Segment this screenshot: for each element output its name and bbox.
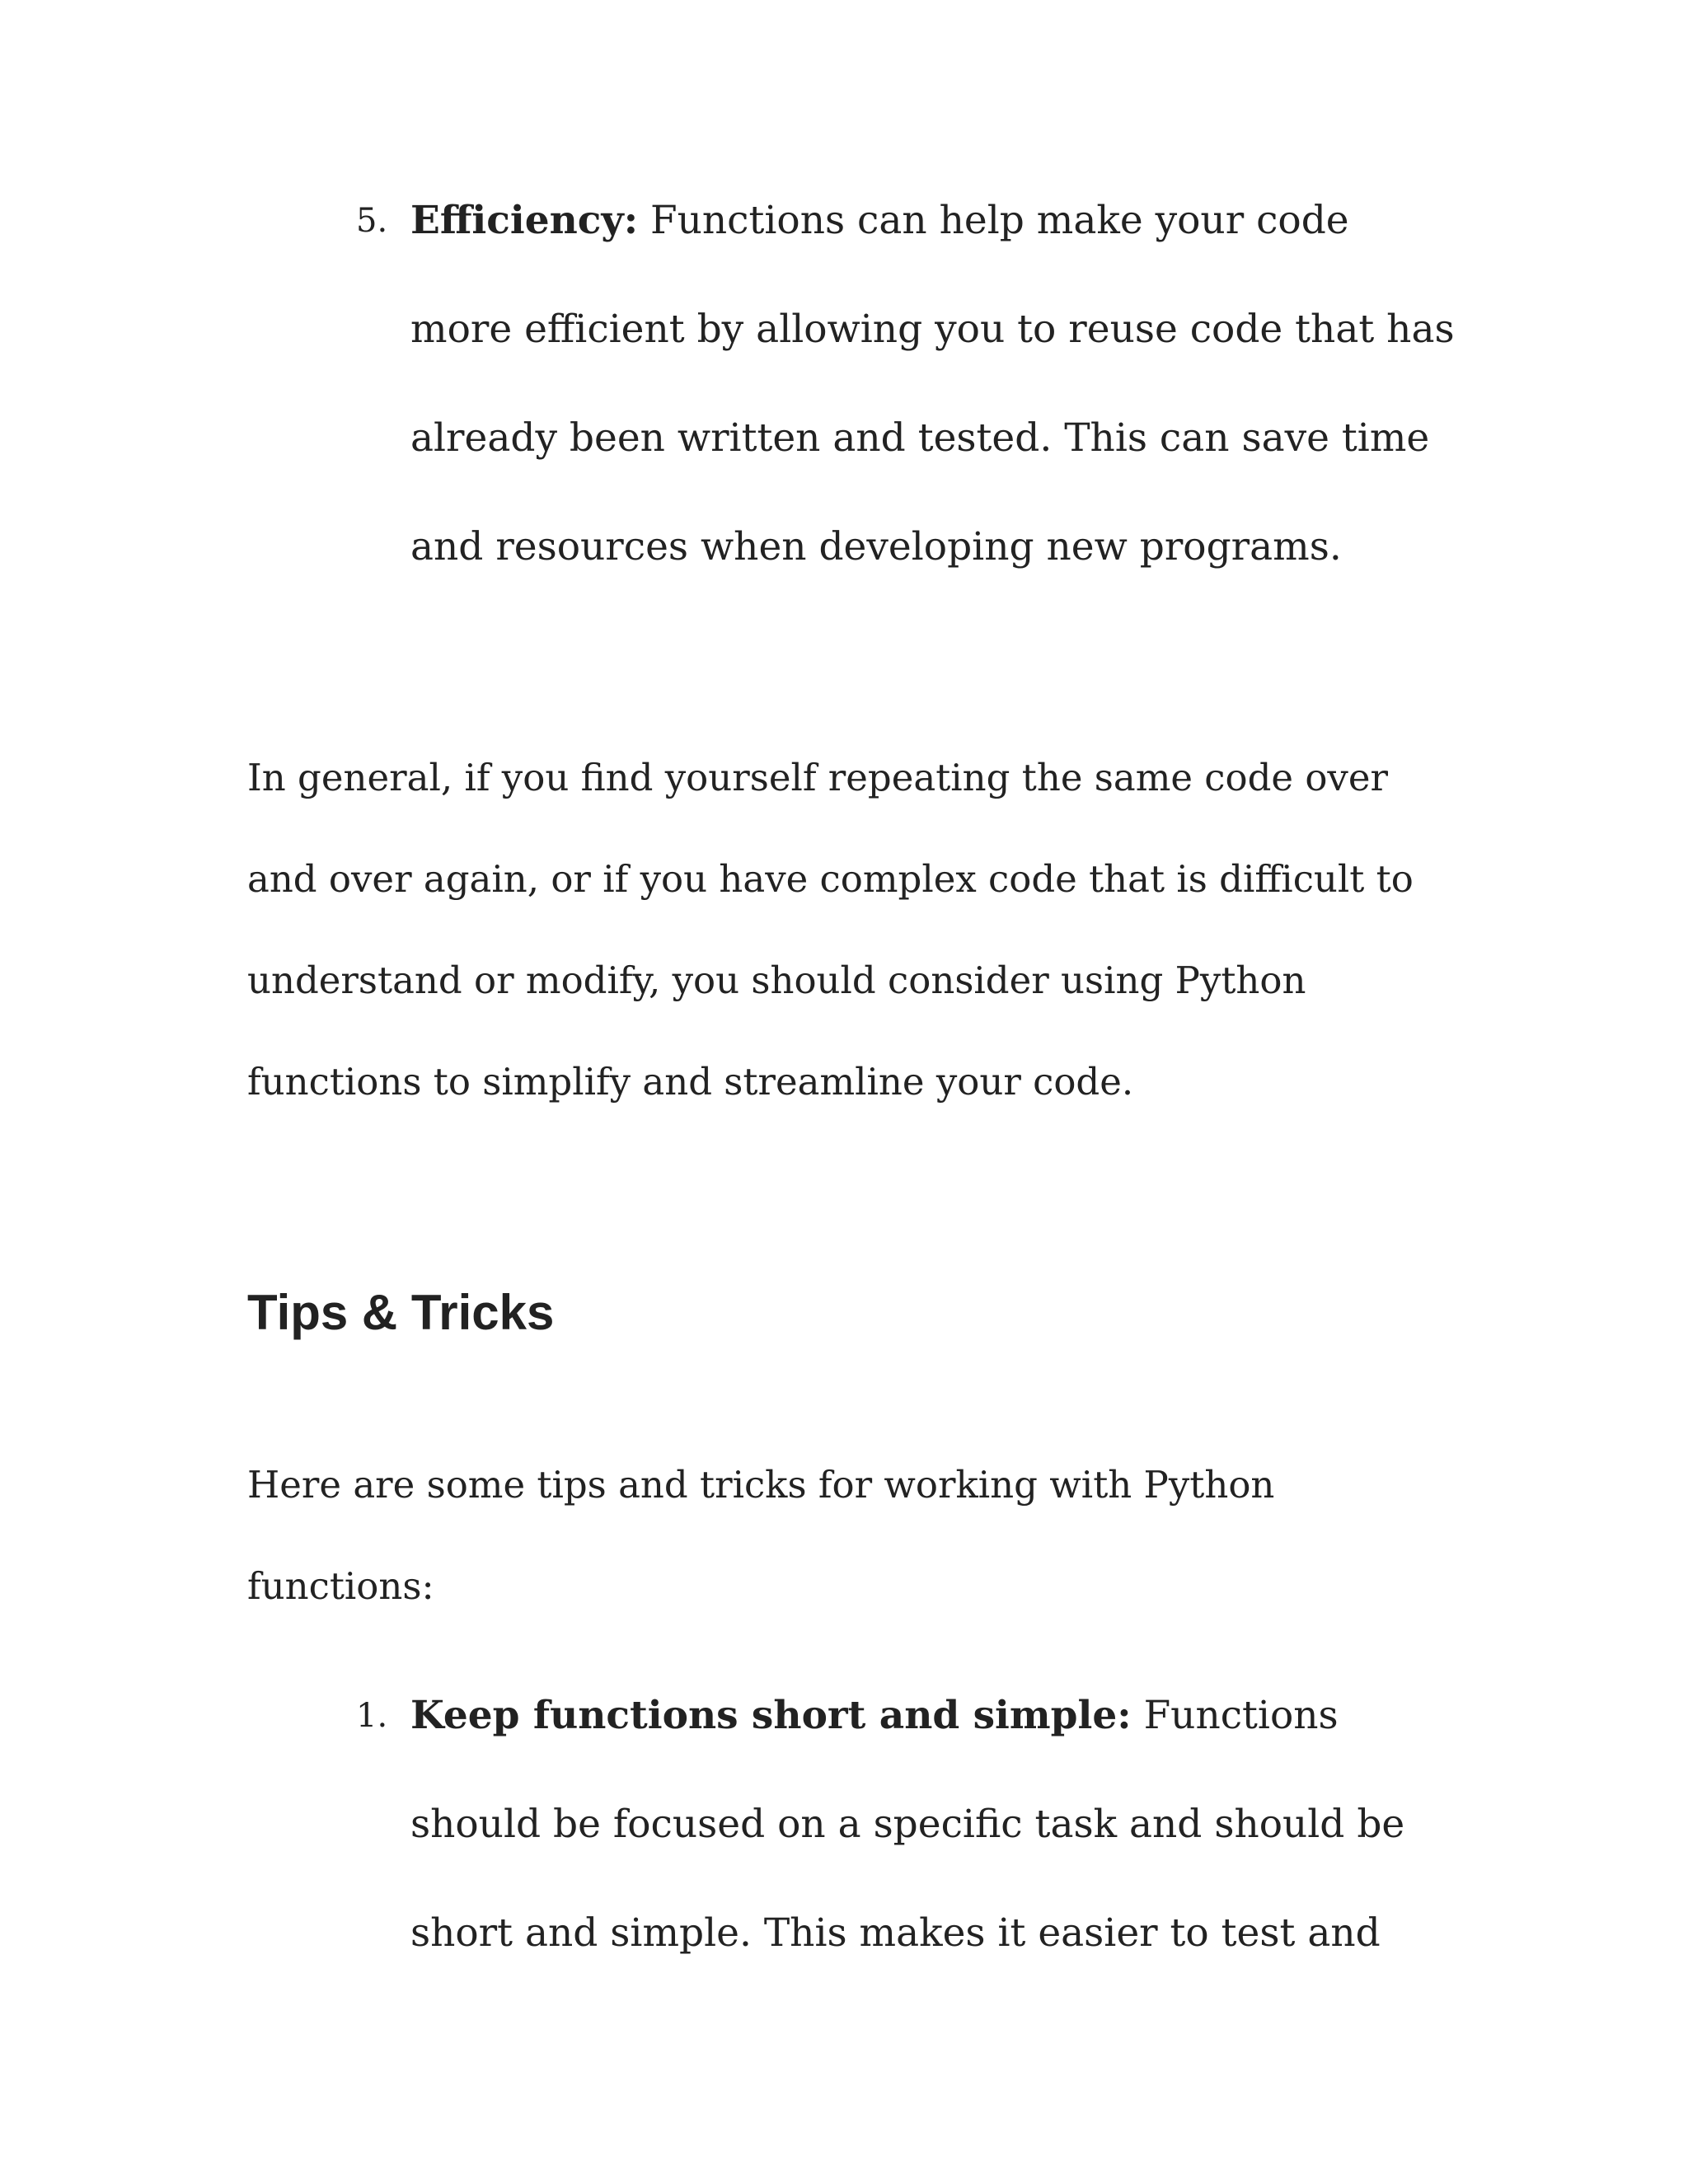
list-item-term: Efficiency: xyxy=(410,198,639,243)
list-item-text: Functions should be focused on a specific task and should be short and simple. This makes it easier to test and xyxy=(410,1693,1405,1956)
paragraph-intro: Here are some tips and tricks for working with Python functions: xyxy=(247,1463,1275,1608)
list-item-keep-short xyxy=(356,1661,1461,1988)
list-item-text: Functions can help make your code more efficient by allowing you to reuse code that has already been written and tested. This can save time and resources when developing new programs. xyxy=(410,198,1455,569)
list-item-term: Keep functions short and simple: xyxy=(410,1693,1132,1738)
list-item-body xyxy=(410,1661,1461,1988)
section-heading: Tips & Tricks xyxy=(247,1285,555,1340)
list-number: 1. xyxy=(356,1697,388,1735)
list-item-body xyxy=(410,166,1461,602)
list-item-efficiency xyxy=(356,166,1461,602)
list-number: 5. xyxy=(356,202,388,240)
paragraph-general: In general, if you find yourself repeating the same code over and over again, or if you have complex code that is difficult to understand or modify, you should consider using Python functions to simplify and streamline your code. xyxy=(247,756,1414,1104)
